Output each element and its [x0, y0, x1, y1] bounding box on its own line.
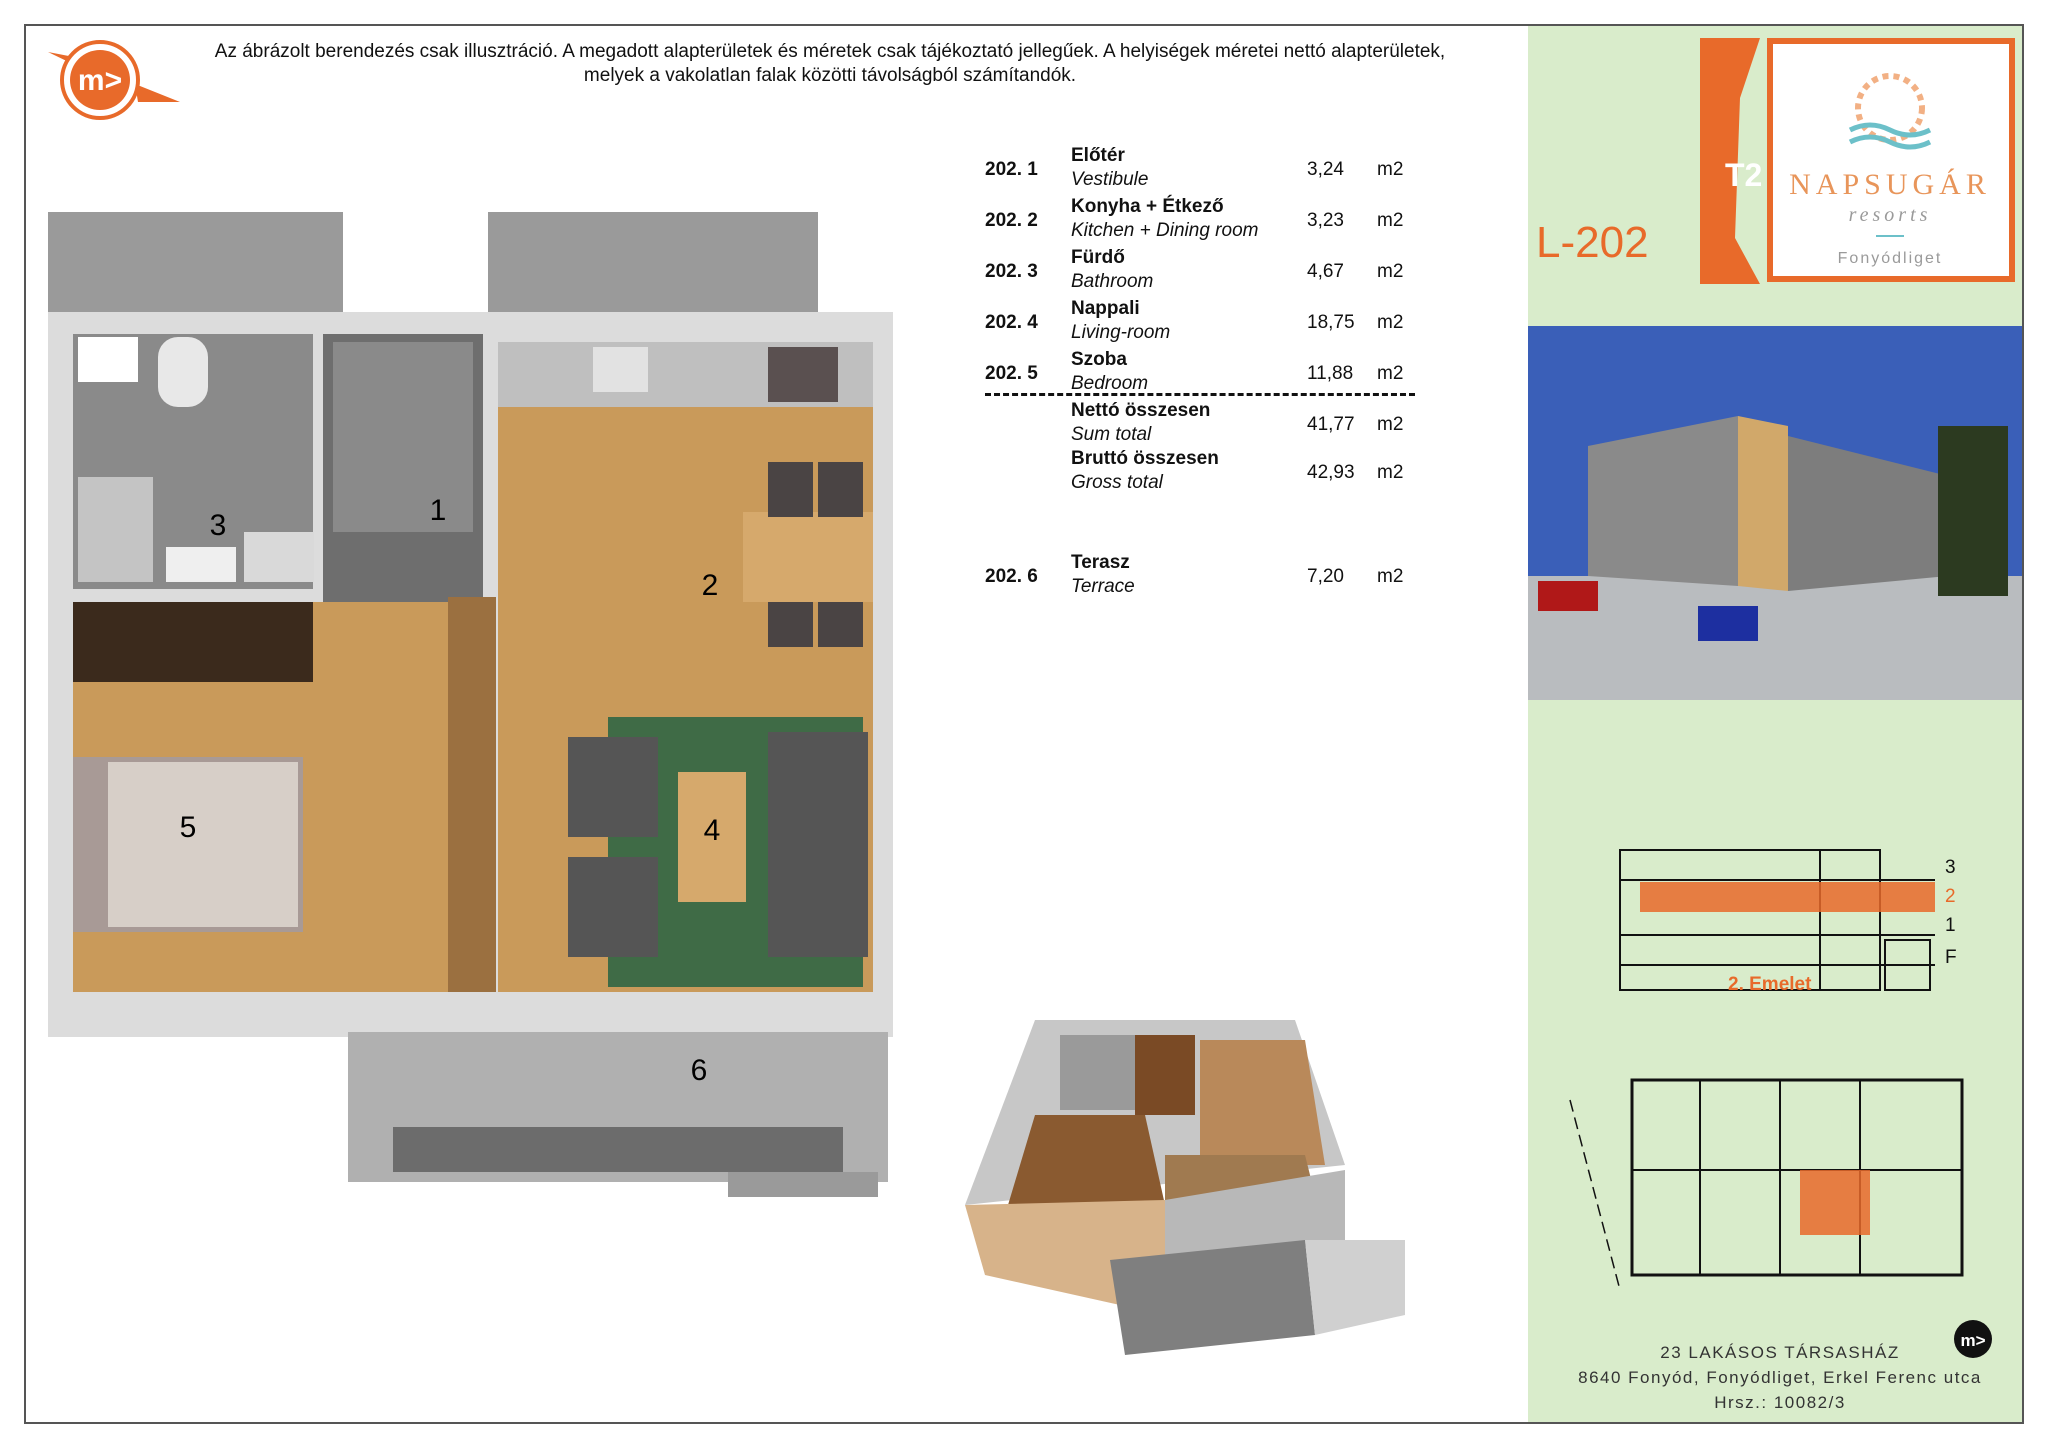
unit-code: L-202	[1536, 218, 1649, 267]
room-name-en: Bathroom	[1071, 271, 1154, 292]
total-name-en: Gross total	[1071, 472, 1163, 493]
room-unit: m2	[1377, 566, 1404, 587]
brand-block	[1700, 38, 2015, 284]
room-name-en: Vestibule	[1071, 169, 1149, 190]
room-id: 202. 6	[985, 566, 1038, 587]
room-id: 202. 4	[985, 312, 1038, 333]
room-id: 202. 1	[985, 159, 1038, 180]
room-unit: m2	[1377, 363, 1404, 384]
room-unit: m2	[1377, 261, 1404, 282]
room-name-hu: Fürdő	[1071, 247, 1125, 268]
room-id: 202. 3	[985, 261, 1038, 282]
disclaimer-line-1: Az ábrázolt berendezés csak illusztráció. A megadott alapterületek és méretek csak tájékoztató jellegűek. A helyiségek méretei nettó alapterületek,	[214, 41, 1446, 62]
room-name-hu: Terasz	[1071, 552, 1130, 573]
terrace-row	[985, 552, 1425, 598]
room-area: 7,20	[1307, 566, 1344, 587]
floor-caption: 2. Emelet	[1728, 974, 1812, 995]
site-plan	[1560, 1060, 2000, 1300]
total-name-hu: Bruttó összesen	[1071, 448, 1219, 469]
plan-label-3: 3	[209, 509, 227, 542]
room-id: 202. 2	[985, 210, 1038, 231]
room-name-en: Bedroom	[1071, 373, 1149, 394]
total-row	[985, 400, 1425, 446]
room-unit: m2	[1377, 210, 1404, 231]
address-block	[1540, 1340, 2020, 1415]
room-area: 18,75	[1307, 312, 1355, 333]
brand-name: NAPSUGÁR	[1789, 168, 1991, 201]
total-row	[985, 448, 1425, 494]
building-tag: T2	[1725, 157, 1763, 193]
room-name-hu: Konyha + Étkező	[1071, 196, 1224, 217]
room-name-hu: Nappali	[1071, 298, 1140, 319]
room-row	[985, 247, 1425, 293]
room-name-hu: Előtér	[1071, 145, 1125, 166]
plan-label-6: 6	[690, 1054, 708, 1087]
room-id: 202. 5	[985, 363, 1038, 384]
room-name-en: Kitchen + Dining room	[1071, 220, 1259, 241]
svg-text:m>: m>	[1960, 1331, 1986, 1350]
room-area: 11,88	[1307, 363, 1354, 384]
room-row	[985, 196, 1425, 242]
address-line-2: 8640 Fonyód, Fonyódliget, Erkel Ferenc utca	[1578, 1368, 1982, 1387]
plan-label-5: 5	[179, 811, 197, 844]
room-name-en: Living-room	[1071, 322, 1171, 343]
room-name-hu: Szoba	[1071, 349, 1127, 370]
table-divider	[985, 393, 1415, 396]
total-unit: m2	[1377, 462, 1404, 483]
room-area: 4,67	[1307, 261, 1344, 282]
room-area: 3,23	[1307, 210, 1344, 231]
brand-place: Fonyódliget	[1837, 250, 1943, 267]
room-unit: m2	[1377, 159, 1404, 180]
brand-sub: resorts	[1848, 204, 1932, 226]
address-line-3: Hrsz.: 10082/3	[1714, 1393, 1846, 1412]
plan-label-1: 1	[429, 494, 447, 527]
plan-label-4: 4	[703, 814, 721, 847]
plan-label-2: 2	[701, 569, 719, 602]
total-area: 41,77	[1307, 414, 1355, 435]
total-unit: m2	[1377, 414, 1404, 435]
floor-label-1: 1	[1945, 915, 1956, 936]
floor-label-ground: F	[1945, 947, 1957, 968]
isometric-view	[965, 1015, 1425, 1375]
room-area: 3,24	[1307, 159, 1344, 180]
room-row	[985, 349, 1425, 395]
total-name-en: Sum total	[1071, 424, 1152, 445]
room-row	[985, 145, 1425, 191]
floor-label-2: 2	[1945, 886, 1956, 907]
floor-plan	[48, 212, 898, 1202]
total-area: 42,93	[1307, 462, 1355, 483]
room-name-en: Terrace	[1071, 576, 1135, 597]
building-render	[1528, 326, 2022, 700]
room-row	[985, 298, 1425, 344]
disclaimer-line-2: melyek a vakolatlan falak közötti távolságból számítandók.	[583, 65, 1077, 86]
address-line-1: 23 LAKÁSOS TÁRSASHÁZ	[1660, 1343, 1900, 1362]
disclaimer	[170, 40, 1490, 88]
room-unit: m2	[1377, 312, 1404, 333]
total-name-hu: Nettó összesen	[1071, 400, 1211, 421]
company-logo	[40, 32, 190, 128]
floor-label-3: 3	[1945, 857, 1956, 878]
svg-text:m>: m>	[77, 64, 123, 97]
